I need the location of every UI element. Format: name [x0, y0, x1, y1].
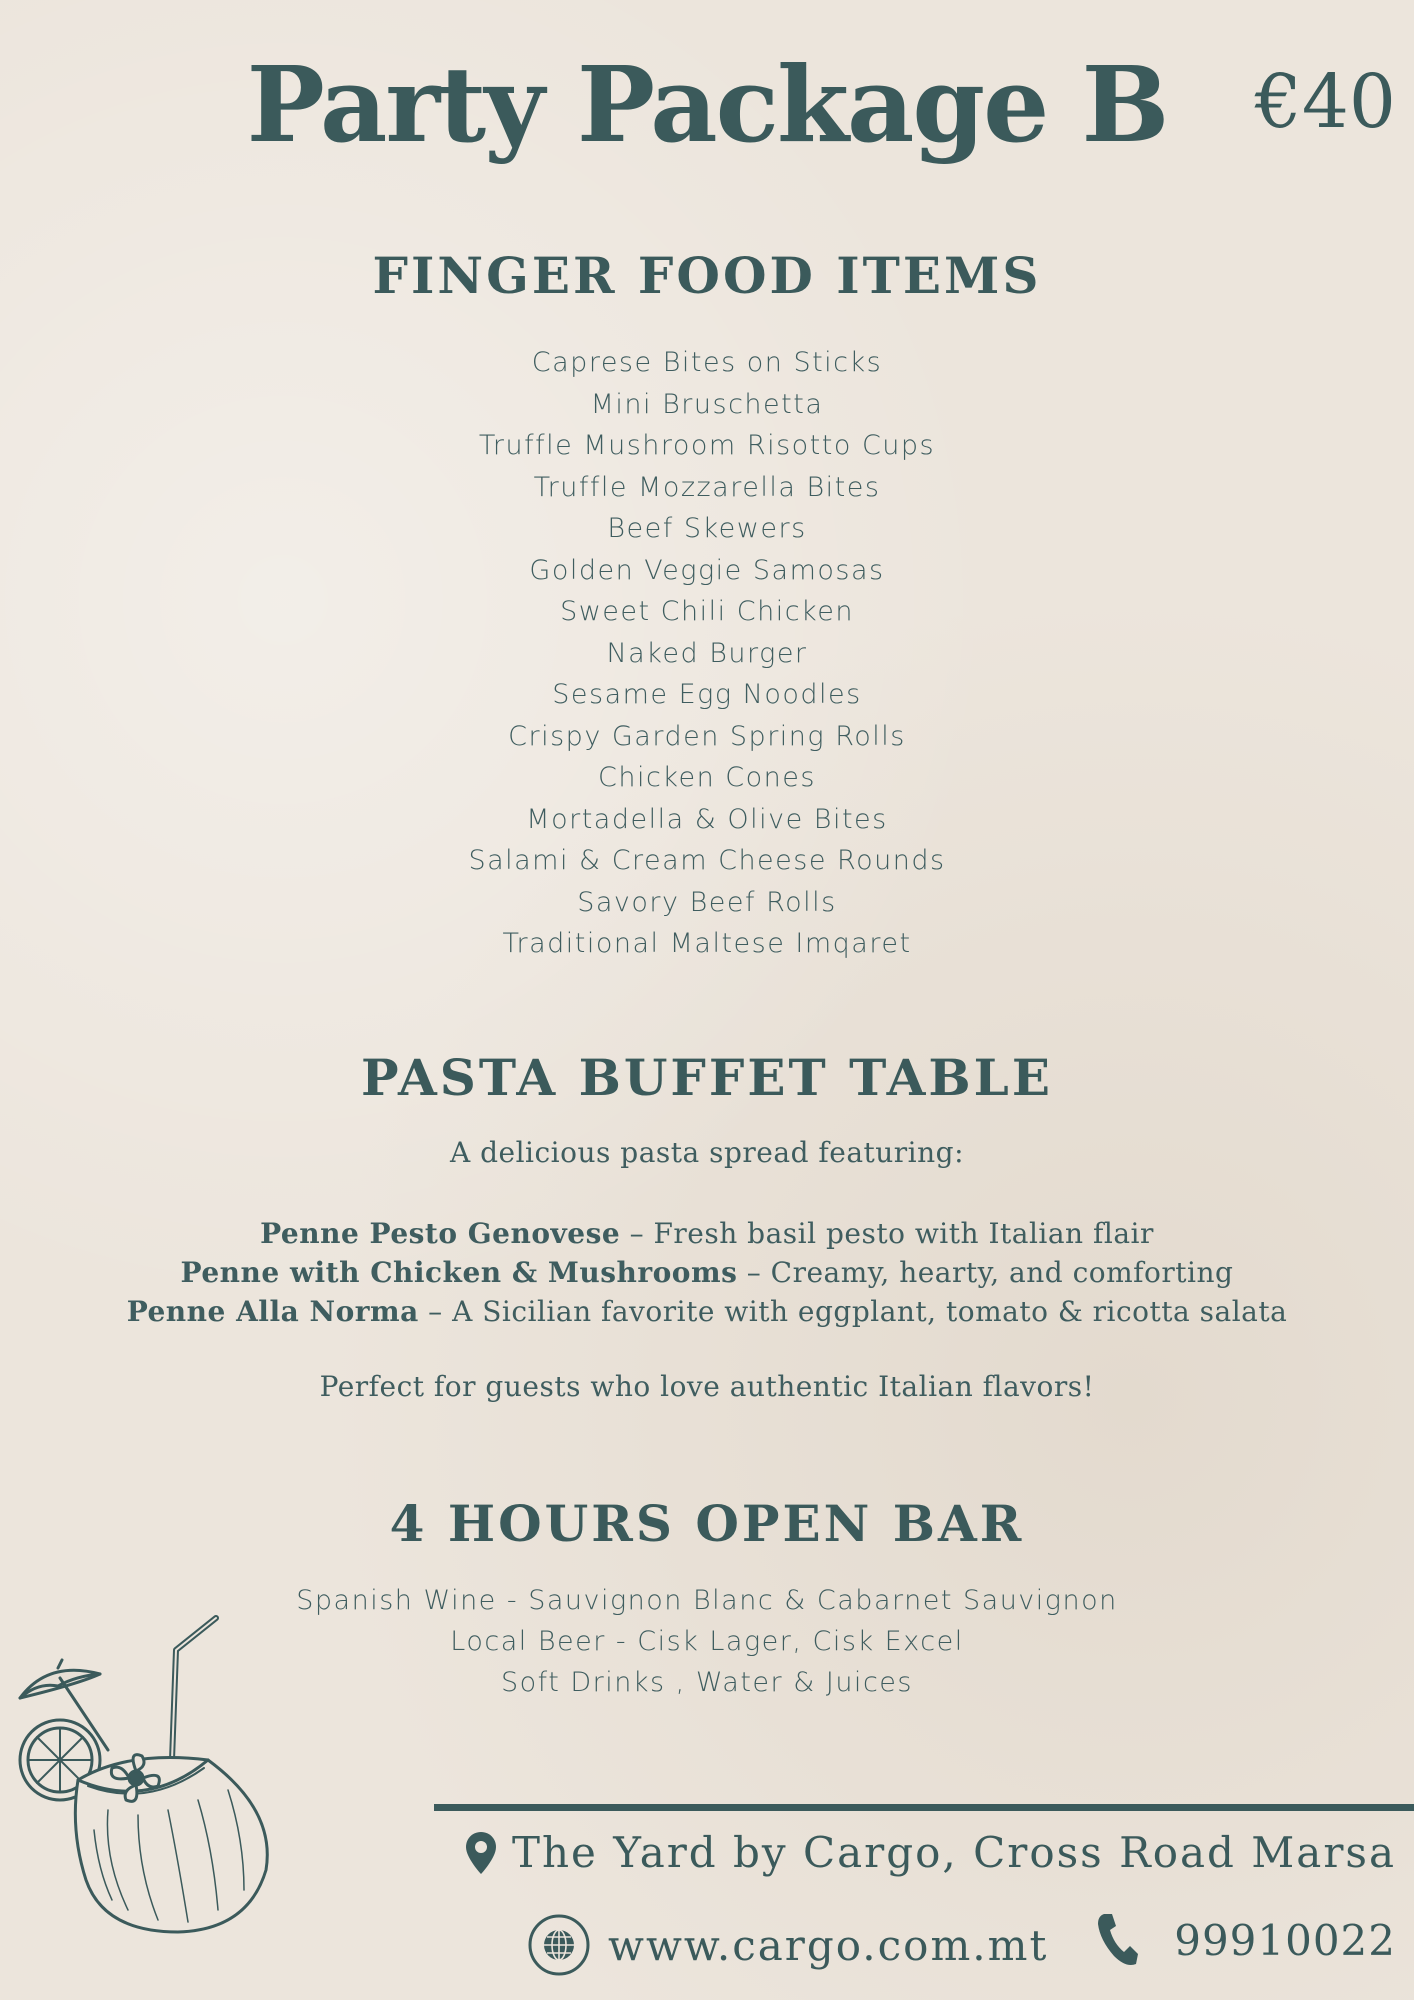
list-item: Local Beer - Cisk Lager, Cisk Excel: [450, 1626, 964, 1657]
list-item: Spanish Wine - Sauvignon Blanc & Cabarnet Sauvignon: [296, 1585, 1118, 1616]
pasta-dish-desc: – Fresh basil pesto with Italian flair: [620, 1217, 1154, 1250]
list-item: Mini Bruschetta: [590, 388, 824, 420]
footer-website[interactable]: [528, 1914, 1048, 1976]
list-item: Golden Veggie Samosas: [529, 554, 885, 586]
package-price: €40: [1254, 59, 1396, 145]
footer-divider: [434, 1804, 1414, 1811]
list-item: Caprese Bites on Sticks: [531, 347, 883, 378]
phone-number[interactable]: 99910022: [1174, 1915, 1396, 1965]
footer-address: [464, 1828, 1396, 1877]
page-title: Party Package B: [246, 43, 1168, 166]
pasta-dish-desc: – A Sicilian favorite with eggplant, tomato & ricotta salata: [418, 1295, 1288, 1328]
footer-phone[interactable]: [1096, 1912, 1396, 1968]
list-item: Naked Burger: [606, 637, 808, 669]
pasta-dish-name: Penne Alla Norma: [126, 1295, 419, 1328]
list-item: Salami & Cream Cheese Rounds: [468, 845, 946, 876]
pasta-dish: [0, 1214, 1414, 1253]
pasta-dish-name: Penne Pesto Genovese: [260, 1217, 621, 1250]
pasta-heading: PASTA BUFFET TABLE: [361, 1048, 1053, 1107]
coconut-drink-illustration: [8, 1610, 288, 1944]
pasta-closing: Perfect for guests who love authentic Italian flavors!: [319, 1370, 1095, 1403]
list-item: Truffle Mozzarella Bites: [533, 471, 881, 503]
list-item: Chicken Cones: [598, 762, 816, 793]
list-item: Crispy Garden Spring Rolls: [508, 720, 906, 752]
list-item: Savory Beef Rolls: [577, 886, 837, 918]
list-item: Sesame Egg Noodles: [552, 679, 862, 710]
finger-food-heading: FINGER FOOD ITEMS: [372, 246, 1042, 305]
address-text: The Yard by Cargo, Cross Road Marsa: [511, 1828, 1396, 1877]
list-item: Sweet Chili Chicken: [560, 596, 854, 627]
open-bar-heading: 4 HOURS OPEN BAR: [389, 1494, 1025, 1553]
pasta-dish-desc: – Creamy, hearty, and comforting: [737, 1256, 1234, 1289]
pasta-intro: A delicious pasta spread featuring:: [449, 1136, 965, 1169]
map-pin-icon: [464, 1830, 498, 1876]
phone-icon: [1096, 1912, 1140, 1968]
pasta-dish: [0, 1292, 1414, 1331]
list-item: Traditional Maltese Imqaret: [502, 928, 912, 959]
website-link[interactable]: www.cargo.com.mt: [608, 1920, 1049, 1970]
finger-food-list: [0, 342, 1414, 965]
pasta-dish-name: Penne with Chicken & Mushrooms: [180, 1256, 738, 1289]
list-item: Soft Drinks , Water & Juices: [501, 1667, 913, 1698]
list-item: Truffle Mushroom Risotto Cups: [478, 430, 936, 461]
list-item: Mortadella & Olive Bites: [526, 803, 888, 835]
pasta-dish: [0, 1253, 1414, 1292]
globe-icon: [528, 1914, 590, 1976]
list-item: Beef Skewers: [607, 513, 807, 544]
pasta-dish-list: [0, 1214, 1414, 1331]
